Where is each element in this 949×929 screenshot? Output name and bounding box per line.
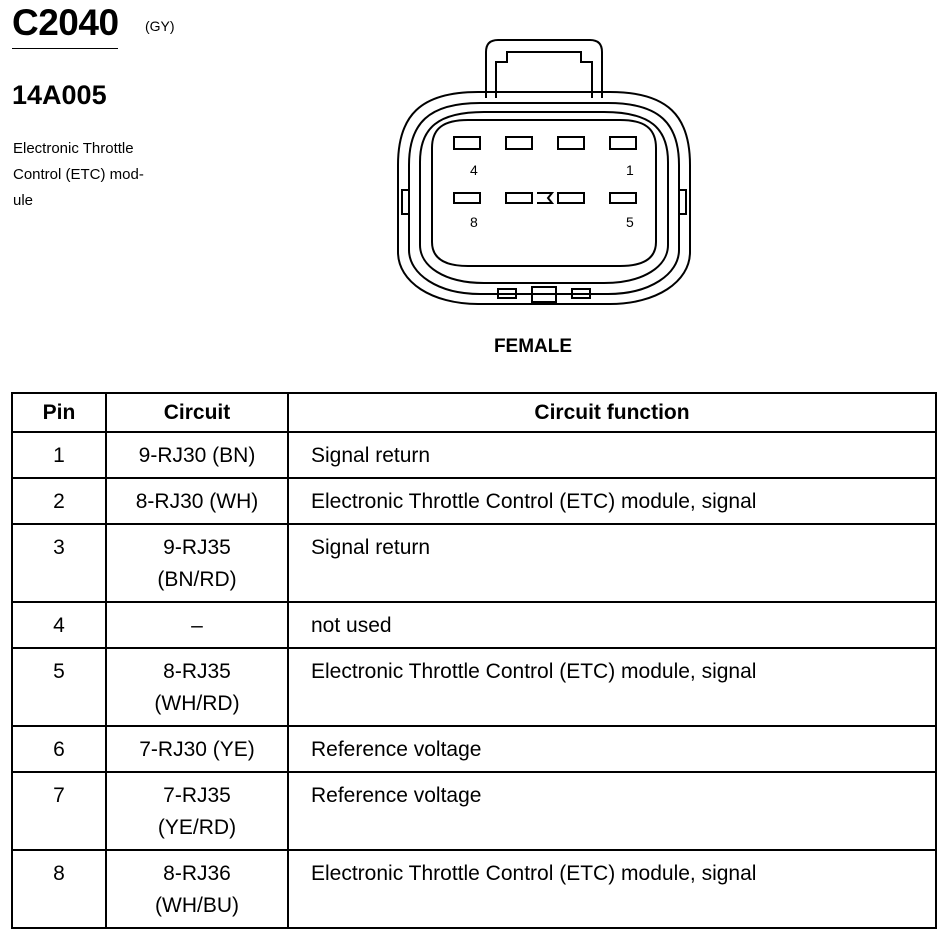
circuit-function: Signal return — [288, 524, 936, 602]
pin-number: 5 — [12, 648, 106, 726]
connector-id: C2040 — [12, 2, 119, 43]
circuit-function: Reference voltage — [288, 726, 936, 772]
cavity-3 — [506, 137, 532, 149]
pin-label-5: 5 — [626, 214, 634, 230]
center-key — [537, 193, 552, 203]
table-row — [12, 602, 936, 648]
circuit-code: 9-RJ35 (BN/RD) — [106, 524, 288, 602]
latch-tab — [486, 40, 602, 98]
table-row — [12, 850, 936, 928]
pin-label-4: 4 — [470, 162, 478, 178]
circuit-function: Electronic Throttle Control (ETC) module, signal — [288, 478, 936, 524]
table-row — [12, 648, 936, 726]
cavity-6 — [558, 193, 584, 203]
pin-number: 2 — [12, 478, 106, 524]
pin-number: 8 — [12, 850, 106, 928]
circuit-function: Electronic Throttle Control (ETC) module, signal — [288, 850, 936, 928]
table-row — [12, 524, 936, 602]
circuit-code: – — [106, 602, 288, 648]
cavity-1 — [610, 137, 636, 149]
circuit-function: Signal return — [288, 432, 936, 478]
cavity-4 — [454, 137, 480, 149]
housing-outer — [398, 92, 690, 304]
pin-number: 3 — [12, 524, 106, 602]
pin-number: 4 — [12, 602, 106, 648]
part-number: 14A005 — [12, 80, 107, 110]
header-pin: Pin — [12, 393, 106, 432]
pin-label-8: 8 — [470, 214, 478, 230]
cavity-5 — [610, 193, 636, 203]
header-circuit-function: Circuit function — [288, 393, 936, 432]
circuit-function: Reference voltage — [288, 772, 936, 850]
circuit-code: 7-RJ30 (YE) — [106, 726, 288, 772]
pin-number: 6 — [12, 726, 106, 772]
cavity-2 — [558, 137, 584, 149]
pin-number: 7 — [12, 772, 106, 850]
table-row — [12, 432, 936, 478]
pinout-table — [11, 392, 937, 929]
pin-number: 1 — [12, 432, 106, 478]
connector-color: (GY) — [145, 18, 175, 34]
cavity-7 — [506, 193, 532, 203]
pin-label-1: 1 — [626, 162, 634, 178]
table-row — [12, 478, 936, 524]
table-header-row — [12, 393, 936, 432]
circuit-function: Electronic Throttle Control (ETC) module, signal — [288, 648, 936, 726]
header-circuit: Circuit — [106, 393, 288, 432]
table-row — [12, 726, 936, 772]
cavity-8 — [454, 193, 480, 203]
circuit-function: not used — [288, 602, 936, 648]
circuit-code: 8-RJ35 (WH/RD) — [106, 648, 288, 726]
component-description: Electronic Throttle Control (ETC) mod- ule — [13, 140, 144, 209]
connector-gender: FEMALE — [493, 336, 573, 357]
connector-face-diagram — [0, 0, 949, 330]
circuit-code: 7-RJ35 (YE/RD) — [106, 772, 288, 850]
circuit-code: 8-RJ36 (WH/BU) — [106, 850, 288, 928]
circuit-code: 8-RJ30 (WH) — [106, 478, 288, 524]
table-row — [12, 772, 936, 850]
circuit-code: 9-RJ30 (BN) — [106, 432, 288, 478]
